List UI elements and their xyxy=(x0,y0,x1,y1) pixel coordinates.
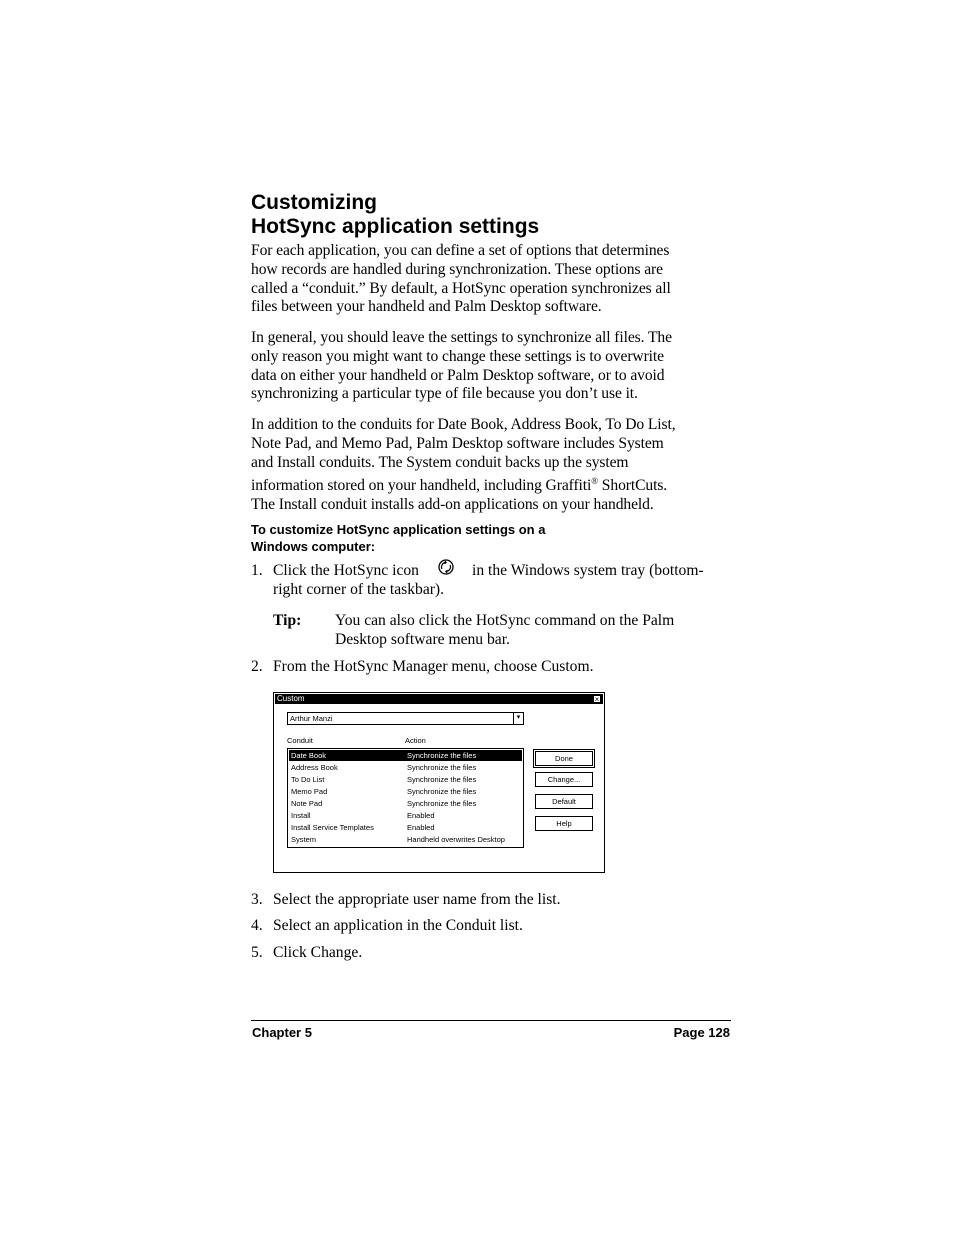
conduit-action: Handheld overwrites Desktop xyxy=(407,835,505,844)
close-icon[interactable]: × xyxy=(594,695,600,704)
conduit-name: Note Pad xyxy=(291,799,323,808)
list-item[interactable] xyxy=(289,822,522,833)
default-button[interactable]: Default xyxy=(535,794,593,809)
text-line: synchronizing a particular type of file because you don’t use it. xyxy=(251,385,638,403)
column-header-action: Action xyxy=(405,736,426,745)
text-line: Note Pad, and Memo Pad, Palm Desktop software includes System xyxy=(251,434,664,452)
list-item[interactable] xyxy=(289,810,522,821)
step-4 xyxy=(251,917,731,936)
hotsync-icon xyxy=(437,558,455,576)
tip-text xyxy=(335,612,674,650)
conduit-action: Synchronize the files xyxy=(407,787,477,796)
user-select-value: Arthur Manzi xyxy=(290,714,333,723)
list-item[interactable] xyxy=(289,798,522,809)
text-line: called a “conduit.” By default, a HotSync operation synchronizes all xyxy=(251,279,671,297)
tip-text-line: Desktop software menu bar. xyxy=(335,630,510,648)
conduit-action: Synchronize the files xyxy=(407,775,477,784)
text-line xyxy=(251,472,731,496)
dialog-title: Custom xyxy=(277,694,305,703)
settings-paragraph xyxy=(251,329,731,404)
conduits-paragraph xyxy=(251,416,731,515)
dialog-title-bar xyxy=(275,694,603,704)
conduit-action: Synchronize the files xyxy=(407,763,477,772)
registered-mark: ® xyxy=(591,476,598,487)
tip-label: Tip: xyxy=(273,612,302,629)
user-select[interactable] xyxy=(287,712,524,725)
list-item[interactable] xyxy=(289,750,522,761)
step-5 xyxy=(251,944,731,963)
text-line: files between your handheld and Palm Desktop software. xyxy=(251,298,602,316)
section-title-line-1: Customizing xyxy=(251,191,377,214)
step-number: 1. xyxy=(251,562,263,579)
conduit-action: Synchronize the files xyxy=(407,751,477,760)
step-number: 4. xyxy=(251,917,263,934)
step-text: Select the appropriate user name from the list. xyxy=(273,891,561,908)
list-item[interactable] xyxy=(289,834,522,845)
procedure-heading-line: Windows computer: xyxy=(251,539,376,554)
custom-dialog xyxy=(273,692,605,873)
step-1 xyxy=(251,562,731,600)
procedure-heading-line: To customize HotSync application settings on a xyxy=(251,522,546,537)
conduit-name: Install Service Templates xyxy=(291,823,374,832)
conduit-name: Address Book xyxy=(291,763,338,772)
text-line: For each application, you can define a set of options that determines xyxy=(251,242,670,259)
step-text: Click the HotSync icon xyxy=(273,562,419,579)
section-title-line-2: HotSync application settings xyxy=(251,215,540,238)
list-item[interactable] xyxy=(289,774,522,785)
footer-rule xyxy=(251,1020,731,1021)
step-number: 3. xyxy=(251,891,263,908)
help-button[interactable]: Help xyxy=(535,816,593,831)
text-line: and Install conduits. The System conduit backs up the system xyxy=(251,453,629,471)
step-text: right corner of the taskbar). xyxy=(273,581,445,598)
tip-text-line: You can also click the HotSync command on the Palm xyxy=(335,612,675,629)
text-line: how records are handled during synchronization. These options are xyxy=(251,260,663,278)
text-line: In addition to the conduits for Date Book, Address Book, To Do List, xyxy=(251,416,676,433)
step-text: Click Change. xyxy=(273,944,363,961)
step-number: 5. xyxy=(251,944,263,961)
step-text: in the Windows system tray (bottom- xyxy=(472,562,704,579)
step-3 xyxy=(251,891,731,910)
list-item[interactable] xyxy=(289,786,522,797)
text-line: only reason you might want to change these settings is to overwrite xyxy=(251,347,664,365)
conduit-name: System xyxy=(291,835,317,844)
chevron-down-icon[interactable]: ▾ xyxy=(513,713,523,724)
text-line: data on either your handheld or Palm Desktop software, or to avoid xyxy=(251,366,665,384)
intro-paragraph xyxy=(251,242,731,317)
list-item[interactable] xyxy=(289,762,522,773)
conduit-list[interactable] xyxy=(287,748,524,848)
done-button[interactable]: Done xyxy=(535,751,593,766)
procedure-heading xyxy=(251,521,545,555)
step-text: From the HotSync Manager menu, choose Custom. xyxy=(273,658,594,675)
conduit-action: Synchronize the files xyxy=(407,799,477,808)
conduit-action: Enabled xyxy=(407,811,435,820)
text-line: The Install conduit installs add-on applications on your handheld. xyxy=(251,496,654,514)
text-line: In general, you should leave the settings to synchronize all files. The xyxy=(251,329,672,346)
conduit-name: Memo Pad xyxy=(291,787,328,796)
conduit-name: To Do List xyxy=(291,775,325,784)
footer-chapter: Chapter 5 xyxy=(252,1025,312,1040)
change-button[interactable]: Change... xyxy=(535,772,593,787)
text-fragment: ShortCuts. xyxy=(598,477,668,495)
step-number: 2. xyxy=(251,658,263,675)
section-title xyxy=(251,191,539,239)
column-header-conduit: Conduit xyxy=(287,736,313,745)
conduit-name: Date Book xyxy=(291,751,327,760)
text-fragment: information stored on your handheld, including Graffiti xyxy=(251,477,592,495)
conduit-action: Enabled xyxy=(407,823,435,832)
step-text: Select an application in the Conduit list. xyxy=(273,917,523,934)
footer-page-number: Page 128 xyxy=(673,1025,730,1040)
step-2 xyxy=(251,658,731,677)
conduit-name: Install xyxy=(291,811,311,820)
